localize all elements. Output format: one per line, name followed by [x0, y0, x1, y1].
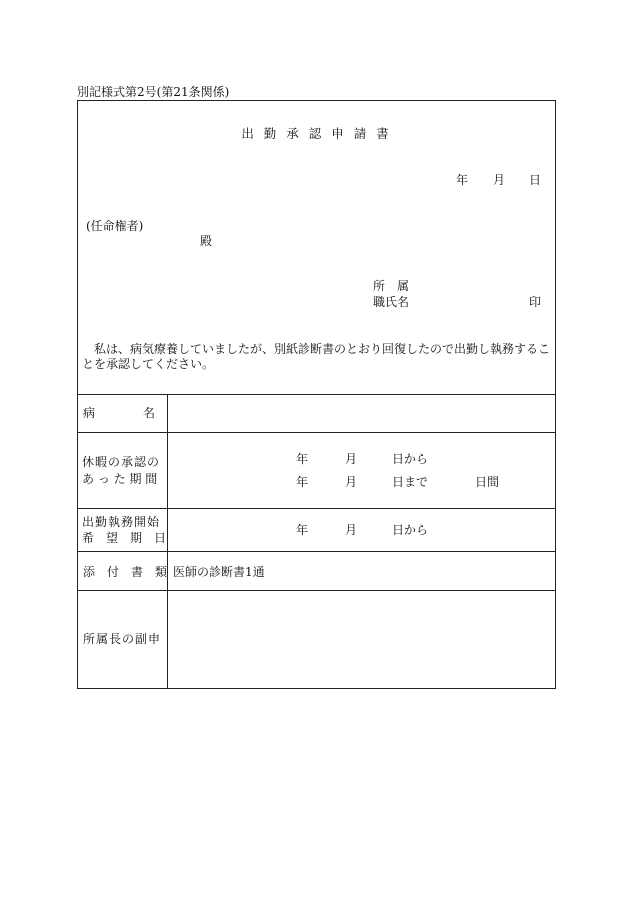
date-day-label: 日 — [529, 173, 542, 187]
start-date-month: 月 — [345, 523, 358, 537]
body-text-line1: 私は、病気療養していましたが、別紙診断書のとおり回復したので出勤し執務するこ — [94, 342, 551, 356]
row-divider — [77, 432, 556, 433]
start-date-suffix: 日から — [392, 523, 429, 537]
leave-to-month: 月 — [345, 475, 358, 489]
attachments-value: 医師の診断書1通 — [173, 565, 265, 579]
start-date-year: 年 — [296, 523, 309, 537]
leave-period-label-2: あ っ た 期 間 — [82, 472, 158, 486]
affiliation-label: 所 属 — [373, 279, 410, 293]
label-column-divider — [167, 394, 168, 689]
start-date-label-2: 希 望 期 日 — [82, 531, 167, 545]
date-year-label: 年 — [456, 173, 469, 187]
leave-to-suffix: 日まで — [392, 475, 429, 489]
leave-days-label: 日間 — [475, 475, 500, 489]
date-month-label: 月 — [493, 173, 506, 187]
leave-from-month: 月 — [345, 452, 358, 466]
table-top-rule — [77, 394, 556, 395]
row-divider — [77, 551, 556, 552]
seal-mark: 印 — [529, 295, 542, 309]
form-title: 出 勤 承 認 申 請 書 — [241, 126, 389, 141]
leave-period-label-1: 休暇の承認の — [82, 455, 161, 469]
leave-from-year: 年 — [296, 452, 309, 466]
name-label: 職氏名 — [373, 295, 410, 309]
leave-from-suffix: 日から — [392, 452, 429, 466]
leave-to-year: 年 — [296, 475, 309, 489]
attachments-label: 添 付 書 類 — [83, 565, 168, 579]
row-divider — [77, 590, 556, 591]
row-divider — [77, 508, 556, 509]
appointer-label: (任命権者) — [86, 219, 144, 233]
form-number: 別記様式第2号(第21条関係) — [77, 85, 230, 99]
appointer-honorific: 殿 — [200, 234, 213, 248]
body-text-line2: とを承認してください。 — [82, 357, 215, 371]
start-date-label-1: 出勤執務開始 — [82, 515, 161, 529]
disease-label: 病 名 — [83, 406, 156, 420]
supervisor-note-label: 所属長の副申 — [83, 632, 162, 646]
